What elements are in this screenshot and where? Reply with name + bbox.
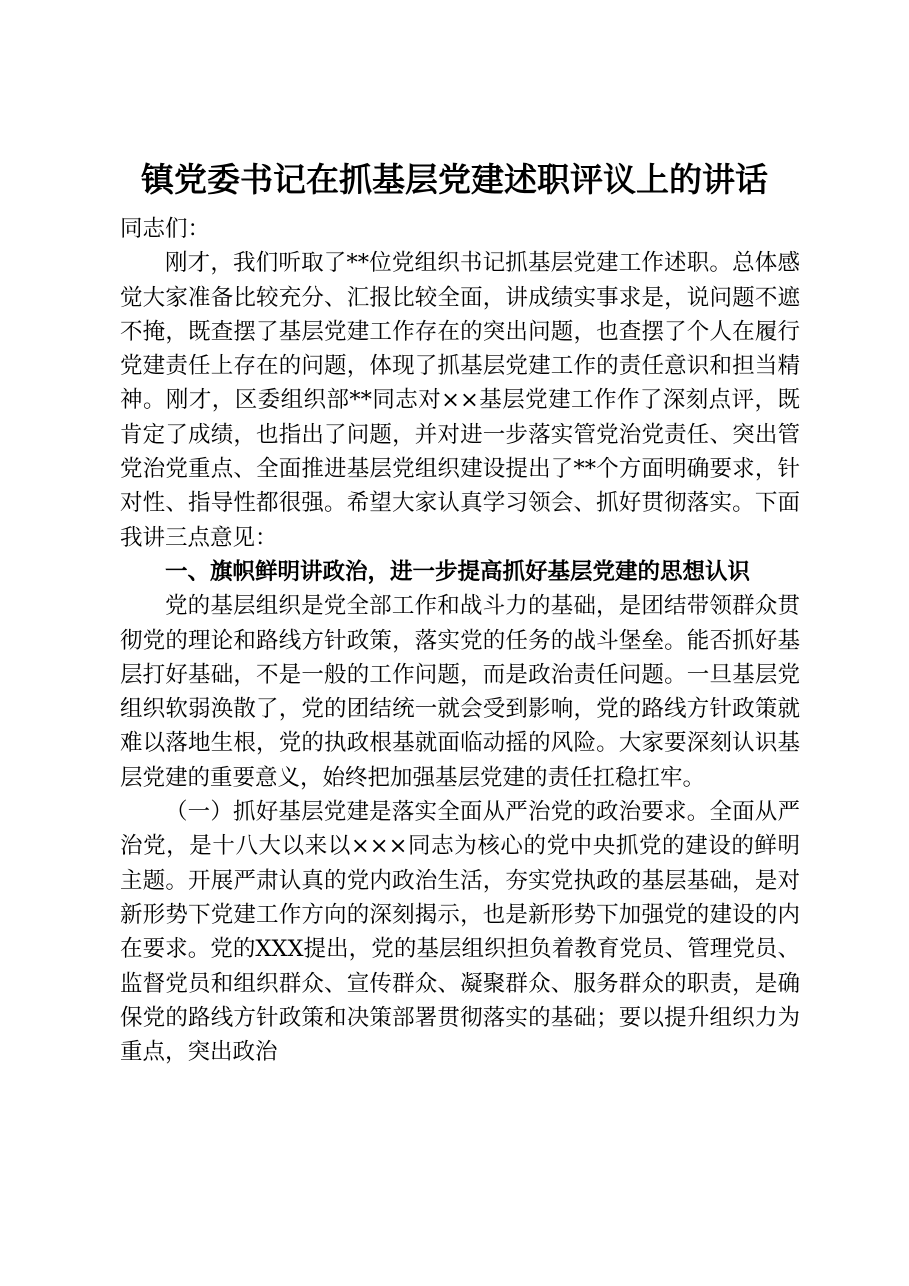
paragraph-subsection-1 [120, 795, 800, 1069]
section-heading-1: 一、旗帜鲜明讲政治，进一步提高抓好基层党建的思想认识 [165, 558, 751, 585]
salutation: 同志们： [120, 216, 211, 242]
subsection-body: 全面从严治党，是十八大以来以×××同志为核心的党中央抓党的建设的鲜明主题。开展严肃认真的党内政治生活，夯实党执政的基层基础，是对新形势下党建工作方向的深刻揭示，也是新形势下加强党的建设的内在要求。党的XXX提出，党的基层组织担负着教育党员、管理党员、监督党员和组织群众、宣传群众、凝聚群众、服务群众的职责，是确保党的路线方针政策和决策部署贯彻落实的基础；要以提升组织力为重点，突出政治 [120, 799, 800, 1066]
paragraph-intro: 刚才，我们听取了**位党组织书记抓基层党建工作述职。总体感觉大家准备比较充分、汇报比较全面，讲成绩实事求是，说问题不遮不掩，既查摆了基层党建工作存在的突出问题，也查摆了个人在履行党建责任上存在的问题，体现了抓基层党建工作的责任意识和担当精神。刚才，区委组织部**同志对××基层党建工作作了深刻点评，既肯定了成绩，也指出了问题，并对进一步落实管党治党责任、突出管党治党重点、全面推进基层党组织建设提出了**个方面明确要求，针对性、指导性都很强。希望大家认真学习领会、抓好贯彻落实。下面我讲三点意见： [120, 250, 800, 551]
document-body [120, 212, 800, 1069]
paragraph-section-1: 党的基层组织是党全部工作和战斗力的基础，是团结带领群众贯彻党的理论和路线方针政策，落实党的任务的战斗堡垒。能否抓好基层打好基础，不是一般的工作问题，而是政治责任问题。一旦基层党组织软弱涣散了，党的团结统一就会受到影响，党的路线方针政策就难以落地生根，党的执政根基就面临动摇的风险。大家要深刻认识基层党建的重要意义，始终把加强基层党建的责任扛稳扛牢。 [120, 593, 800, 791]
document-title: 镇党委书记在抓基层党建述职评议上的讲话 [141, 160, 768, 199]
subsection-lead: （一）抓好基层党建是落实全面从严治党的政治要求。 [165, 799, 710, 826]
